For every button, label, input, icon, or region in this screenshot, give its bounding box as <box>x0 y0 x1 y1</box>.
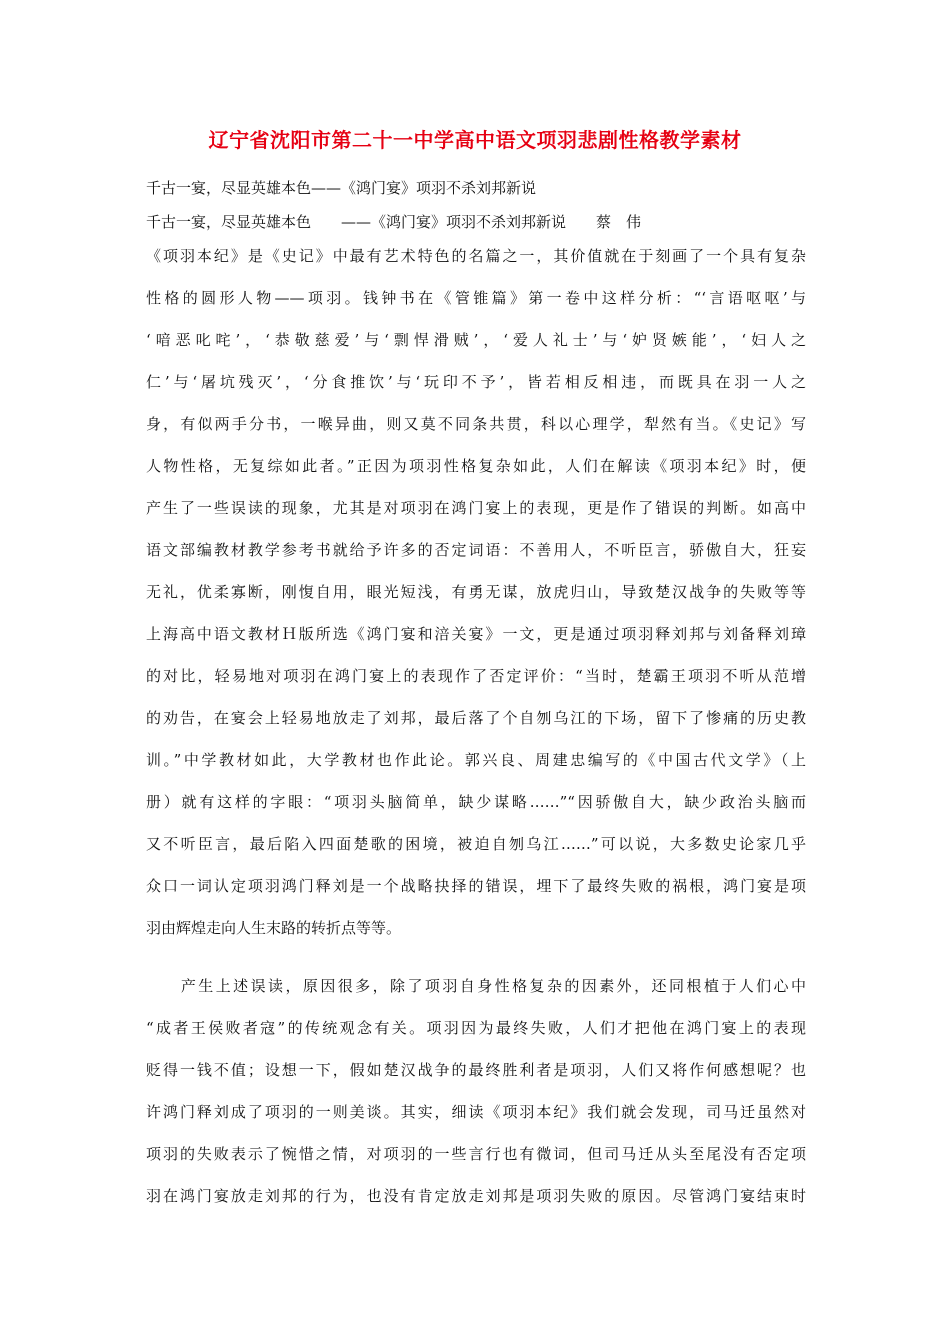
document-title: 辽宁省沈阳市第二十一中学高中语文项羽悲剧性格教学素材 <box>208 128 742 152</box>
subtitle-author-line: 千古一宴，尽显英雄本色 ——《鸿门宴》项羽不杀刘邦新说 蔡 伟 <box>146 213 642 231</box>
paragraph-line: 性格的圆形人物——项羽。钱钟书在《管锥篇》第一卷中这样分析：“‘言语呕呕’与 <box>146 289 806 307</box>
paragraph-line: 册）就有这样的字眼：“项羽头脑简单，缺少谋略……”“因骄傲自大，缺少政治头脑而 <box>146 793 806 811</box>
paragraph-line: 的劝告，在宴会上轻易地放走了刘邦，最后落了个自刎乌江的下场，留下了惨痛的历史教 <box>146 709 806 727</box>
paragraph-line: 许鸿门释刘成了项羽的一则美谈。其实，细读《项羽本纪》我们就会发现，司马迁虽然对 <box>146 1103 806 1121</box>
paragraph-line: 产生了一些误读的现象，尤其是对项羽在鸿门宴上的表现，更是作了错误的判断。如高中 <box>146 499 806 517</box>
paragraph-line: 身，有似两手分书，一喉异曲，则又莫不同条共贯，科以心理学，犁然有当。《史记》写 <box>146 415 806 433</box>
paragraph-line: 人物性格，无复综如此者。”正因为项羽性格复杂如此，人们在解读《项羽本纪》时，便 <box>146 457 806 475</box>
subtitle-line: 千古一宴，尽显英雄本色——《鸿门宴》项羽不杀刘邦新说 <box>146 179 537 197</box>
paragraph-line: 的对比，轻易地对项羽在鸿门宴上的表现作了否定评价：“当时，楚霸王项羽不听从范增 <box>146 667 806 685</box>
paragraph-line: ‘喑恶叱咤’，‘恭敬慈爱’与‘剽悍滑贼’，‘爱人礼士’与‘妒贤嫉能’，‘妇人之 <box>146 331 806 349</box>
paragraph-line: 训。”中学教材如此，大学教材也作此论。郭兴良、周建忠编写的《中国古代文学》（上 <box>146 751 806 769</box>
paragraph-line: 无礼，优柔寡断，刚愎自用，眼光短浅，有勇无谋，放虎归山，导致楚汉战争的失败等等 <box>146 583 806 601</box>
paragraph-line: 又不听臣言，最后陷入四面楚歌的困境，被迫自刎乌江……”可以说，大多数史论家几乎 <box>146 835 806 853</box>
paragraph-line: 羽在鸿门宴放走刘邦的行为，也没有肯定放走刘邦是项羽失败的原因。尽管鸿门宴结束时 <box>146 1187 806 1205</box>
paragraph-line: 上海高中语文教材Ｈ版所选《鸿门宴和涪关宴》一文，更是通过项羽释刘邦与刘备释刘璋 <box>146 625 806 643</box>
paragraph-line: 仁’与‘屠坑残灭’，‘分食推饮’与‘玩印不予’，皆若相反相违，而既具在羽一人之 <box>146 373 806 391</box>
paragraph-line: 《项羽本纪》是《史记》中最有艺术特色的名篇之一，其价值就在于刻画了一个具有复杂 <box>146 247 806 265</box>
paragraph-line: 众口一词认定项羽鸿门释刘是一个战略抉择的错误，埋下了最终失败的祸根，鸿门宴是项 <box>146 877 806 895</box>
paragraph-line: 产生上述误读，原因很多，除了项羽自身性格复杂的因素外，还同根植于人们心中 <box>146 977 806 995</box>
paragraph-line: “成者王侯败者寇”的传统观念有关。项羽因为最终失败，人们才把他在鸿门宴上的表现 <box>146 1019 806 1037</box>
paragraph-line: 语文部编教材教学参考书就给予许多的否定词语：不善用人，不听臣言，骄傲自大，狂妄 <box>146 541 806 559</box>
paragraph-line: 项羽的失败表示了惋惜之情，对项羽的一些言行也有微词，但司马迁从头至尾没有否定项 <box>146 1145 806 1163</box>
paragraph-line: 贬得一钱不值；设想一下，假如楚汉战争的最终胜利者是项羽，人们又将作何感想呢？也 <box>146 1061 806 1079</box>
paragraph-line: 羽由辉煌走向人生末路的转折点等等。 <box>146 919 402 937</box>
